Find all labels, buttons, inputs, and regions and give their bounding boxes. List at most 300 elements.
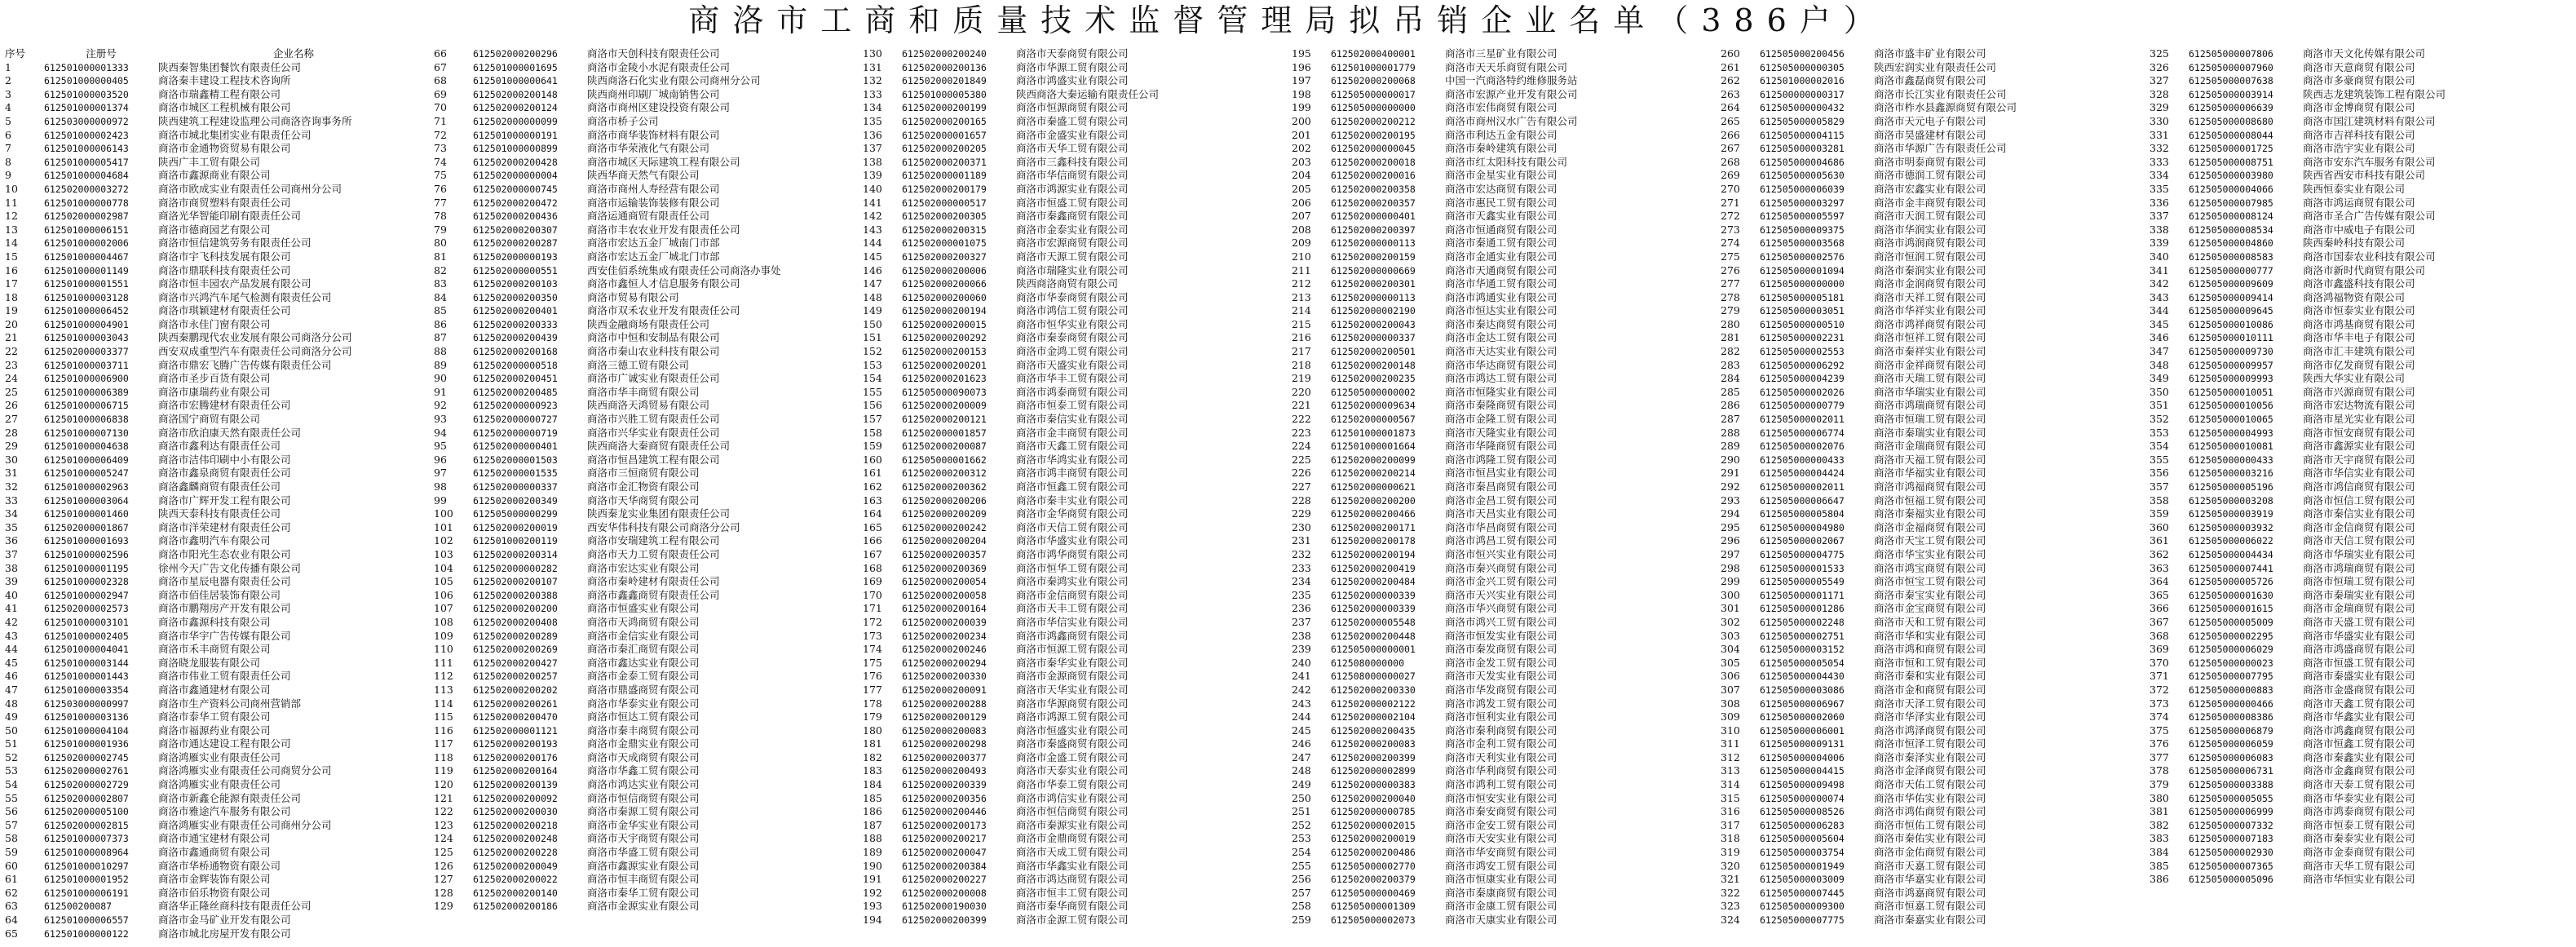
row-number: 232 <box>1292 547 1311 560</box>
row-number: 132 <box>863 74 882 87</box>
row-number: 141 <box>863 196 882 209</box>
table-row <box>2150 764 2574 778</box>
row-number: 159 <box>863 440 882 453</box>
registration-number: 612505000003980 <box>2189 170 2273 182</box>
row-number: 55 <box>5 791 18 804</box>
table-row <box>1292 832 1716 846</box>
enterprise-name: 商洛市金信实业有限公司 <box>587 629 700 642</box>
registration-number: 612502000002729 <box>44 779 129 791</box>
row-number: 270 <box>1721 182 1740 195</box>
enterprise-name: 商洛市中威电子有限公司 <box>2303 223 2415 236</box>
row-number: 11 <box>5 196 18 209</box>
registration-number: 612502000200227 <box>902 874 987 886</box>
row-number: 167 <box>863 547 882 560</box>
registration-number: 612505000000074 <box>1760 792 1845 804</box>
table-row <box>863 724 1287 738</box>
registration-number: 612502000200451 <box>473 373 558 385</box>
enterprise-name: 商洛市金华实业有限公司 <box>587 818 700 831</box>
table-row <box>1721 345 2145 359</box>
registration-number: 612502000200419 <box>1331 562 1416 574</box>
table-row <box>434 805 858 819</box>
enterprise-name: 陕西大华实业有限公司 <box>2303 372 2406 385</box>
table-row <box>1721 440 2145 454</box>
row-number: 277 <box>1721 277 1740 290</box>
registration-number: 612502000200257 <box>473 670 558 683</box>
row-number: 346 <box>2150 331 2169 344</box>
table-row <box>434 900 858 914</box>
registration-number: 612502000200349 <box>473 494 558 507</box>
registration-number: 612502000200330 <box>902 670 987 683</box>
registration-number: 612505000003216 <box>2189 467 2273 480</box>
table-row <box>5 643 429 657</box>
row-number: 292 <box>1721 480 1740 493</box>
table-row <box>434 764 858 778</box>
registration-number: 612501000001693 <box>44 535 129 547</box>
row-number: 247 <box>1292 750 1311 763</box>
enterprise-name: 商洛市秦隆商贸有限公司 <box>1445 399 1558 412</box>
enterprise-name: 商洛市阳光生态农业有限公司 <box>158 547 291 560</box>
table-row <box>863 737 1287 751</box>
row-number: 369 <box>2150 643 2169 656</box>
enterprise-name: 商洛市宏达商贸有限公司 <box>1445 182 1558 195</box>
registration-number: 612505000003919 <box>2189 508 2273 520</box>
enterprise-name: 商洛市雅途汽车服务有限公司 <box>158 805 291 818</box>
registration-number: 612502000200164 <box>902 603 987 615</box>
table-row <box>863 156 1287 170</box>
table-row <box>863 318 1287 332</box>
registration-number: 612505000000883 <box>2189 684 2273 696</box>
registration-number: 612502000200178 <box>1331 535 1416 547</box>
table-row <box>863 575 1287 589</box>
registration-number: 612502000200470 <box>473 711 558 724</box>
row-number: 223 <box>1292 426 1311 439</box>
table-row <box>434 710 858 724</box>
registration-number: 612501000006715 <box>44 400 129 412</box>
row-number: 194 <box>863 914 882 926</box>
table-row <box>2150 737 2574 751</box>
enterprise-name: 商洛市天泰工贸有限公司 <box>2303 778 2415 791</box>
registration-number: 612505000002930 <box>2189 847 2273 859</box>
row-number: 60 <box>5 859 18 872</box>
table-row <box>1721 575 2145 589</box>
registration-number: 612502000200176 <box>473 751 558 763</box>
table-row <box>2150 210 2574 223</box>
row-number: 79 <box>434 223 447 236</box>
enterprise-name: 商洛市双禾农业开发有限责任公司 <box>587 304 740 317</box>
table-row <box>1292 778 1716 792</box>
row-number: 217 <box>1292 345 1311 358</box>
enterprise-name: 商洛市恒信商贸有限公司 <box>587 791 700 804</box>
enterprise-name: 商洛市亿发商贸有限公司 <box>2303 358 2415 371</box>
enterprise-name: 商洛市天信工贸有限公司 <box>1016 520 1129 533</box>
registration-number: 612502000200217 <box>902 833 987 845</box>
table-row <box>5 927 429 941</box>
enterprise-name: 商洛市秦源工贸有限公司 <box>587 805 700 818</box>
enterprise-name: 商洛市恒宝工贸有限公司 <box>1874 575 1986 588</box>
registration-number: 612502000200039 <box>902 616 987 628</box>
enterprise-name: 商洛市恒康实业有限公司 <box>1445 873 1558 886</box>
enterprise-name: 商洛市秦宝实业有限公司 <box>1874 588 1986 601</box>
registration-number: 612501000003711 <box>44 359 129 371</box>
list-column <box>1292 47 1716 945</box>
table-row <box>1292 521 1716 535</box>
registration-number: 612501000006557 <box>44 914 129 926</box>
table-row <box>1292 657 1716 670</box>
enterprise-name: 商洛市华瑞实业有限公司 <box>1874 385 1986 398</box>
table-row <box>1721 47 2145 61</box>
row-number: 312 <box>1721 750 1740 763</box>
row-number: 246 <box>1292 737 1311 750</box>
table-row <box>863 440 1287 454</box>
table-row <box>434 819 858 833</box>
enterprise-name: 商洛市鸿信工贸有限公司 <box>1016 304 1129 317</box>
registration-number: 612502000000282 <box>473 562 558 574</box>
row-number: 181 <box>863 737 882 750</box>
enterprise-name: 商洛市金汇物资有限公司 <box>587 480 700 493</box>
registration-number: 612501000002423 <box>44 129 129 141</box>
enterprise-name: 商洛市华丰商贸有限公司 <box>587 385 700 398</box>
enterprise-name: 商洛市洋荣建材有限责任公司 <box>158 520 291 533</box>
registration-number: 612502000200466 <box>1331 508 1416 520</box>
row-number: 111 <box>434 656 453 669</box>
registration-number: 612505000001725 <box>2189 143 2273 155</box>
table-row <box>434 534 858 548</box>
registration-number: 612505000006774 <box>1760 427 1845 439</box>
table-row <box>863 819 1287 833</box>
table-row <box>1292 169 1716 183</box>
enterprise-name: 商洛市恒兴实业有限公司 <box>1445 547 1558 560</box>
table-row <box>2150 602 2574 616</box>
enterprise-name: 商洛市恒泽工贸有限公司 <box>1874 737 1986 750</box>
table-row <box>1292 264 1716 278</box>
enterprise-name: 商洛市恒信工贸有限公司 <box>2303 493 2415 507</box>
table-row <box>863 602 1287 616</box>
row-number: 185 <box>863 791 882 804</box>
table-row <box>863 643 1287 657</box>
enterprise-name: 商洛市泰华工贸有限公司 <box>158 710 271 724</box>
row-number: 226 <box>1292 467 1311 480</box>
row-number: 343 <box>2150 290 2169 303</box>
table-row <box>5 331 429 345</box>
enterprise-name: 商洛市金鼎实业有限公司 <box>587 737 700 750</box>
row-number: 44 <box>5 643 18 656</box>
row-number: 257 <box>1292 886 1311 899</box>
enterprise-name: 商洛市鑫通商贸有限公司 <box>158 846 271 859</box>
registration-number: 612505000002073 <box>1331 914 1416 926</box>
row-number: 278 <box>1721 290 1740 303</box>
table-row <box>1721 359 2145 373</box>
registration-number: 612505000004066 <box>2189 183 2273 195</box>
row-number: 45 <box>5 656 18 669</box>
registration-number: 612505000006292 <box>1760 359 1845 371</box>
row-number: 318 <box>1721 832 1740 845</box>
registration-number: 612501000002963 <box>44 481 129 493</box>
row-number: 172 <box>863 615 882 628</box>
enterprise-name: 陕西秦龙实业集团有限责任公司 <box>587 507 731 520</box>
row-number: 123 <box>434 818 453 831</box>
row-number: 264 <box>1721 101 1740 114</box>
row-number: 304 <box>1721 643 1740 656</box>
table-row <box>2150 372 2574 386</box>
registration-number: 612502000200083 <box>902 724 987 737</box>
row-number: 46 <box>5 670 18 683</box>
registration-number: 612501000002328 <box>44 576 129 588</box>
registration-number: 612502000000745 <box>473 183 558 195</box>
row-number: 13 <box>5 223 18 236</box>
row-number: 333 <box>2150 155 2169 168</box>
enterprise-name: 商洛市商贸塑料有限责任公司 <box>158 196 291 209</box>
registration-number: 612502000200204 <box>902 535 987 547</box>
table-row <box>1721 183 2145 197</box>
enterprise-name: 陕西天泰科技有限责任公司 <box>158 507 281 520</box>
row-number: 285 <box>1721 385 1740 398</box>
row-number: 153 <box>863 358 882 371</box>
row-number: 92 <box>434 399 447 412</box>
enterprise-name: 商洛市恒和工贸有限公司 <box>1874 656 1986 669</box>
enterprise-name: 商洛市宇飞科技发展有限公司 <box>158 250 291 263</box>
enterprise-name: 商洛市贸易有限公司 <box>587 290 679 303</box>
row-number: 187 <box>863 818 882 831</box>
enterprise-name: 商洛市天通商贸有限公司 <box>1445 263 1558 277</box>
row-number: 101 <box>434 520 453 533</box>
row-number: 189 <box>863 846 882 859</box>
enterprise-name: 商洛市秦瑞实业有限公司 <box>2303 588 2415 601</box>
table-row <box>2150 454 2574 467</box>
table-row <box>5 304 429 318</box>
row-number: 72 <box>434 128 447 141</box>
row-number: 131 <box>863 60 882 73</box>
enterprise-name: 陕西秦鹏现代农业发展有限公司商洛分公司 <box>158 331 352 344</box>
row-number: 283 <box>1721 358 1740 371</box>
registration-number: 612502000200356 <box>902 792 987 804</box>
registration-number: 612501000002405 <box>44 630 129 642</box>
registration-number: 612502000200103 <box>473 278 558 290</box>
registration-number: 612502000200357 <box>1331 197 1416 209</box>
registration-number: 612502000000669 <box>1331 264 1416 277</box>
row-number: 293 <box>1721 493 1740 507</box>
enterprise-name: 商洛市华泽实业有限公司 <box>1874 710 1986 724</box>
row-number: 355 <box>2150 453 2169 466</box>
enterprise-name: 商洛市金鸿工贸有限公司 <box>1016 345 1129 358</box>
enterprise-name: 商洛市华信实业有限公司 <box>1016 615 1129 628</box>
registration-number: 612505000009498 <box>1760 779 1845 791</box>
row-number: 374 <box>2150 710 2169 724</box>
enterprise-name: 商洛市秦发商贸有限公司 <box>1445 643 1558 656</box>
row-number: 258 <box>1292 900 1311 913</box>
table-row <box>863 534 1287 548</box>
table-row <box>5 521 429 535</box>
enterprise-name: 商洛市永佳门窗有限公司 <box>158 317 271 330</box>
enterprise-name: 商洛市恒安实业有限公司 <box>1445 791 1558 804</box>
row-number: 164 <box>863 507 882 520</box>
enterprise-name: 商洛市恒嘉工贸有限公司 <box>1874 900 1986 913</box>
row-number: 59 <box>5 846 18 859</box>
table-row <box>5 914 429 927</box>
registration-number: 612502000200384 <box>902 860 987 872</box>
row-number: 174 <box>863 643 882 656</box>
enterprise-name: 商洛市商州区建设投资有限公司 <box>587 101 731 114</box>
table-row <box>863 427 1287 440</box>
enterprise-name: 商洛运通商贸有限责任公司 <box>587 210 710 223</box>
enterprise-name: 商洛市兴华实业有限责任公司 <box>587 426 720 439</box>
row-number: 351 <box>2150 399 2169 412</box>
enterprise-name: 商洛市鸿福商贸有限公司 <box>1874 480 1986 493</box>
enterprise-name: 商洛市恒祥工贸有限公司 <box>1874 331 1986 344</box>
row-number: 112 <box>434 670 453 683</box>
table-row <box>434 197 858 210</box>
table-row <box>5 88 429 102</box>
table-row <box>1292 156 1716 170</box>
registration-number: 612505000002553 <box>1760 346 1845 358</box>
registration-number: 612502000200049 <box>473 860 558 872</box>
registration-number: 612505000004775 <box>1760 548 1845 560</box>
enterprise-name: 商洛市吉祥科技有限公司 <box>2303 128 2415 141</box>
enterprise-name: 商洛市长江实业有限责任公司 <box>1874 87 2007 100</box>
table-row <box>1292 751 1716 765</box>
row-number: 384 <box>2150 846 2169 859</box>
registration-number: 612501000001551 <box>44 278 129 290</box>
enterprise-name: 商洛市城北集团实业有限责任公司 <box>158 128 312 141</box>
enterprise-name: 商洛市天瑞工贸有限公司 <box>1874 372 1986 385</box>
table-row <box>863 47 1287 61</box>
registration-number: 612503000000997 <box>44 697 129 710</box>
enterprise-name: 商洛市恒华实业有限公司 <box>1016 317 1129 330</box>
registration-number: 612505000005055 <box>2189 792 2273 804</box>
registration-number: 612502000002899 <box>1331 765 1416 777</box>
registration-number: 612505000004686 <box>1760 156 1845 168</box>
table-row <box>5 142 429 156</box>
registration-number: 612502000001189 <box>902 170 987 182</box>
row-number: 230 <box>1292 520 1311 533</box>
registration-number: 612502000003272 <box>44 183 129 195</box>
row-number: 381 <box>2150 805 2169 818</box>
table-row <box>5 562 429 576</box>
row-number: 287 <box>1721 413 1740 426</box>
enterprise-name: 商洛市金和商贸有限公司 <box>1874 683 1986 696</box>
enterprise-name: 商洛市天泰实业有限公司 <box>1016 764 1129 777</box>
row-number: 121 <box>434 791 453 804</box>
registration-number: 612501000004467 <box>44 250 129 263</box>
row-number: 135 <box>863 114 882 127</box>
enterprise-name: 商洛市盛丰矿业有限公司 <box>1874 47 1986 60</box>
enterprise-name: 商洛市天华工贸有限公司 <box>2303 859 2415 872</box>
enterprise-name: 商洛市华信商贸有限公司 <box>1016 169 1129 182</box>
enterprise-name: 商洛市秦源实业有限公司 <box>1016 818 1129 831</box>
row-number: 372 <box>2150 683 2169 696</box>
row-number: 229 <box>1292 507 1311 520</box>
row-number: 219 <box>1292 372 1311 385</box>
enterprise-name: 陕西商洛大秦商贸有限责任公司 <box>587 440 731 453</box>
table-row <box>434 304 858 318</box>
table-row <box>863 548 1287 562</box>
table-row <box>863 887 1287 901</box>
enterprise-name: 商洛市秦信实业有限公司 <box>2303 507 2415 520</box>
row-number: 323 <box>1721 900 1740 913</box>
enterprise-name: 商洛市鸿隆工贸有限公司 <box>1445 453 1558 466</box>
table-row <box>2150 751 2574 765</box>
row-number: 27 <box>5 413 18 426</box>
row-number: 33 <box>5 493 18 507</box>
table-row <box>434 183 858 197</box>
registration-number: 612501000001873 <box>1331 427 1416 439</box>
row-number: 320 <box>1721 859 1740 872</box>
row-number: 307 <box>1721 683 1740 696</box>
table-row <box>434 507 858 521</box>
enterprise-name: 商洛市天康实业有限公司 <box>1445 914 1558 926</box>
row-number: 62 <box>5 886 18 899</box>
table-row <box>2150 156 2574 170</box>
table-row <box>2150 88 2574 102</box>
registration-number: 612505000003208 <box>2189 494 2273 507</box>
enterprise-name: 商洛市金泰实业有限公司 <box>1016 223 1129 236</box>
registration-number: 612502000200314 <box>473 548 558 560</box>
row-number: 353 <box>2150 426 2169 439</box>
table-row <box>434 846 858 860</box>
table-row <box>2150 805 2574 819</box>
row-number: 234 <box>1292 575 1311 588</box>
row-number: 192 <box>863 886 882 899</box>
enterprise-name: 商洛市华隆商贸有限公司 <box>1445 440 1558 453</box>
enterprise-name: 商洛光华智能印刷有限责任公司 <box>158 210 302 223</box>
table-row <box>863 697 1287 711</box>
enterprise-name: 商洛市华源工贸有限公司 <box>1016 60 1129 73</box>
table-row <box>863 61 1287 75</box>
table-row <box>2150 819 2574 833</box>
table-row <box>1292 250 1716 264</box>
row-number: 240 <box>1292 656 1311 669</box>
table-row <box>2150 507 2574 521</box>
table-row <box>5 440 429 454</box>
registration-number: 612502000002987 <box>44 210 129 223</box>
enterprise-name: 商洛市鸿鑫商贸有限公司 <box>2303 724 2415 737</box>
registration-number: 612502000200136 <box>902 61 987 73</box>
table-row <box>5 778 429 792</box>
row-number: 86 <box>434 317 447 330</box>
row-number: 116 <box>434 724 453 737</box>
table-row <box>863 413 1287 427</box>
row-number: 175 <box>863 656 882 669</box>
table-row <box>5 684 429 697</box>
row-number: 197 <box>1292 74 1311 87</box>
table-row <box>434 643 858 657</box>
registration-number: 612501000004104 <box>44 724 129 737</box>
enterprise-name: 商洛市鸿丰商贸有限公司 <box>1016 467 1129 480</box>
registration-number: 612502000002745 <box>44 751 129 763</box>
registration-number: 612505000005597 <box>1760 210 1845 223</box>
registration-number: 612505000000432 <box>1760 102 1845 114</box>
enterprise-name: 商洛市国泰农业科技有限公司 <box>2303 250 2436 263</box>
enterprise-name: 商洛市秦福实业有限公司 <box>1874 507 1986 520</box>
row-number: 173 <box>863 629 882 642</box>
registration-number: 612505000007775 <box>1760 914 1845 926</box>
table-row <box>1292 616 1716 630</box>
registration-number: 612505000006639 <box>2189 102 2273 114</box>
table-row <box>1292 386 1716 400</box>
row-number: 347 <box>2150 345 2169 358</box>
row-number: 361 <box>2150 534 2169 547</box>
row-number: 50 <box>5 724 18 737</box>
table-row <box>863 914 1287 927</box>
enterprise-name: 商洛市金福商贸有限公司 <box>1874 520 1986 533</box>
enterprise-name: 商洛市秦信实业有限公司 <box>1016 413 1129 426</box>
row-number: 28 <box>5 426 18 439</box>
row-number: 4 <box>5 101 11 114</box>
registration-number: 612505000003568 <box>1760 237 1845 250</box>
table-row <box>434 454 858 467</box>
row-number: 43 <box>5 629 18 642</box>
enterprise-name: 商洛市安东汽车服务有限公司 <box>2303 155 2436 168</box>
registration-number: 612505000010111 <box>2189 332 2273 344</box>
